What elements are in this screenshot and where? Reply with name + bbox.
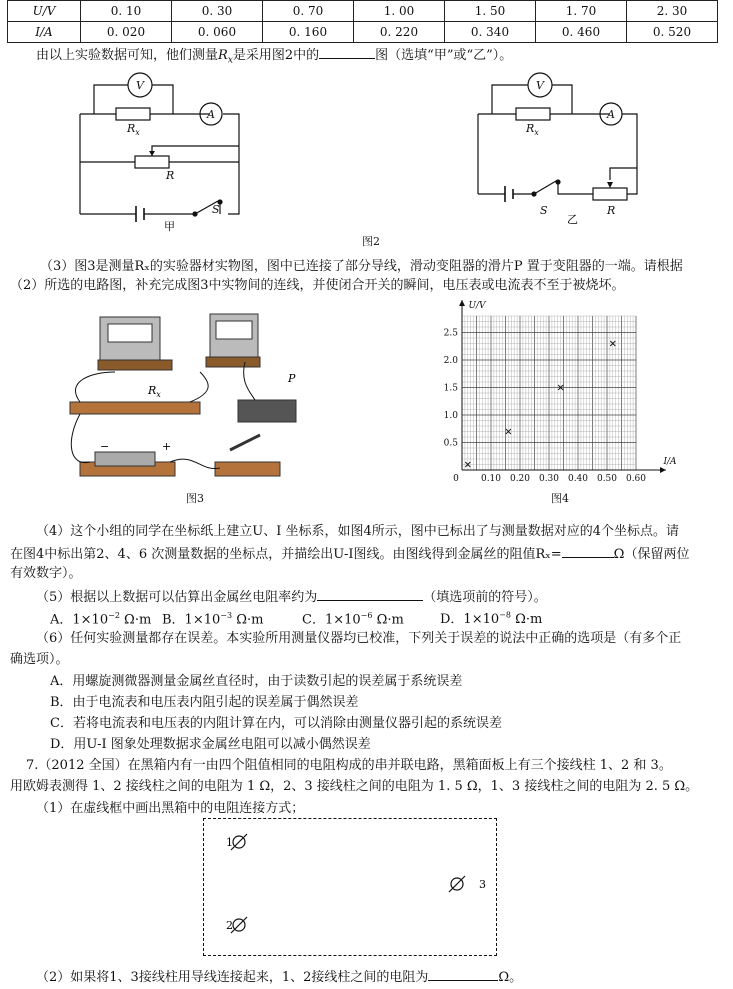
q5-stem: （5）根据以上数据可以估算出金属丝电阻率约为 （填选项前的符号）。	[36, 586, 716, 608]
ammeter-label: A	[607, 108, 615, 121]
wire	[170, 459, 220, 468]
y-tick-label: 1.0	[443, 411, 458, 421]
slider-p-label: P	[288, 372, 296, 385]
slider-wire	[152, 146, 239, 156]
q7-sub2: （2）如果将1、3接线柱用导线连接起来，1、2接线柱之间的电阻为 Ω。	[36, 966, 716, 988]
y-axis-label: U/V	[468, 301, 486, 311]
terminal-1-label: 1	[226, 836, 233, 849]
table-cell: 2. 30	[627, 1, 718, 22]
resistor-rx	[516, 108, 550, 120]
figure-2-circuits	[60, 68, 700, 248]
table-cell: 0. 460	[536, 22, 627, 43]
rx-label: $R_x$	[127, 122, 140, 137]
q5-options	[50, 606, 730, 630]
wire	[71, 414, 90, 463]
terminal-2-label: 2	[226, 919, 233, 932]
table-header-i: I/A	[8, 22, 81, 43]
data-table	[7, 0, 718, 43]
terminal-3-label: 3	[479, 878, 486, 891]
rheostat-icon	[238, 400, 296, 422]
rx-label: $R_x$	[148, 384, 161, 399]
y-tick-label: 1.5	[443, 383, 458, 394]
y-tick-label: 0.5	[443, 438, 458, 449]
q5-option: C．$1\times 10^{-6}$ Ω·m	[302, 611, 404, 628]
fig2-right-label: 乙	[567, 213, 578, 226]
table-cell: 0. 10	[81, 1, 172, 22]
q4-line1: （4）这个小组的同学在坐标纸上建立U、I 坐标系，如图4所示，图中已标出了与测量数据对应的4个坐标点。请	[36, 524, 680, 539]
question-circuit-choice: 由以上实验数据可知，他们测量$R_x$是采用图2中的 图（选填“甲”或“乙”）。	[36, 44, 716, 71]
r-label: R	[607, 204, 616, 217]
table-row-u	[8, 1, 718, 22]
table-cell: 0. 520	[627, 22, 718, 43]
table-header-u: U/V	[8, 1, 81, 22]
table-row-i	[8, 22, 718, 43]
s-label: S	[540, 204, 548, 217]
voltmeter-label: V	[136, 79, 144, 92]
x-tick-label: 0.10	[480, 474, 502, 484]
battery-icon	[136, 206, 144, 222]
q6-option-d: D．用U-I 图象处理数据求金属丝电阻可以减小偶然误差	[50, 737, 371, 752]
ammeter-label: A	[207, 108, 215, 121]
answer-blank[interactable]	[317, 586, 423, 601]
table-cell: 0. 340	[445, 22, 536, 43]
voltmeter-base	[98, 360, 172, 370]
switch-base	[215, 462, 280, 476]
table-cell: 1. 70	[536, 1, 627, 22]
fig4-caption: 图4	[551, 492, 569, 505]
fig2-caption: 图2	[362, 235, 380, 248]
ammeter-dial-icon	[216, 321, 252, 339]
table-cell: 0. 020	[81, 22, 172, 43]
rheostat-r	[135, 156, 169, 168]
q6-line2: 确选项）。	[10, 652, 69, 667]
rx-label: $R_x$	[526, 122, 539, 137]
figure-3-apparatus	[60, 302, 350, 502]
rheostat-r	[593, 188, 627, 200]
fig2-left-label: 甲	[164, 220, 175, 233]
wire	[492, 85, 572, 114]
q3-line2: （2）所选的电路图，补充完成图3中实物间的连线，并使闭合开关的瞬间，电压表或电流表不至于被烧坏。	[10, 278, 625, 293]
slider-wire	[610, 168, 637, 180]
wire	[80, 114, 239, 214]
table-cell: 1. 50	[445, 1, 536, 22]
q7-sub1: （1）在虚线框中画出黑箱中的电阻连接方式；	[36, 801, 305, 816]
s-label: S	[212, 203, 220, 216]
switch-icon	[230, 435, 260, 450]
q6-option-a: A．用螺旋测微器测量金属丝直径时，由于读数引起的误差属于系统误差	[50, 674, 463, 689]
q7-line1: 7.（2012 全国）在黑箱内有一由四个阻值相同的电阻构成的串并联电路，黑箱面板上有三个接线柱 1、2 和 3。	[26, 758, 672, 773]
table-cell: 0. 220	[354, 22, 445, 43]
x-tick-label: 0.60	[625, 474, 647, 484]
wire	[75, 372, 115, 402]
answer-blank[interactable]	[562, 543, 614, 558]
r-label: R	[166, 169, 175, 182]
table-cell: 0. 160	[263, 22, 354, 43]
figure-4-chart	[432, 296, 680, 490]
wire	[94, 85, 173, 114]
battery-icon	[95, 452, 155, 466]
q5-option: A．$1\times 10^{-2}$ Ω·m	[50, 611, 152, 628]
wire	[190, 372, 208, 402]
x-tick-label: 0.30	[538, 474, 560, 484]
x-axis-arrow	[660, 467, 666, 473]
battery-icon	[505, 186, 513, 202]
y-tick-label: 2.5	[443, 328, 458, 339]
x-tick-label: 0.40	[567, 474, 589, 484]
wire	[244, 362, 255, 400]
y-tick-label: 2.0	[443, 356, 458, 366]
q5-option: B．$1\times 10^{-3}$ Ω·m	[162, 611, 264, 628]
rx-board	[70, 402, 200, 414]
table-cell: 0. 70	[263, 1, 354, 22]
minus-label: −	[100, 440, 110, 453]
q3-line1: （3）图3是测量Rₓ的实验器材实物图，图中已连接了部分导线，滑动变阻器的滑片P 置于变阻器的一端。请根据	[40, 259, 683, 274]
q6-option-c: C．若将电流表和电压表的内阻计算在内，可以消除由测量仪器引起的系统误差	[50, 716, 502, 731]
black-box-terminals	[203, 818, 499, 958]
q4-line3: 有效数字）。	[10, 566, 82, 581]
answer-blank[interactable]	[428, 966, 498, 981]
origin-label: 0	[453, 474, 459, 484]
q5-option: D．$1\times 10^{-8}$ Ω·m	[440, 611, 543, 628]
plus-label: +	[162, 440, 172, 453]
ammeter-base	[206, 357, 260, 367]
switch-icon	[534, 181, 556, 194]
y-axis-arrow	[459, 300, 465, 306]
resistor-rx	[116, 108, 150, 120]
table-cell: 0. 060	[172, 22, 263, 43]
answer-blank[interactable]	[319, 44, 375, 59]
fig3-caption: 图3	[186, 492, 204, 505]
x-tick-label: 0.20	[509, 474, 531, 484]
table-cell: 0. 30	[172, 1, 263, 22]
table-cell: 1. 00	[354, 1, 445, 22]
x-axis-label: I/A	[663, 457, 677, 467]
voltmeter-label: V	[536, 79, 544, 92]
q6-option-b: B．由于电流表和电压表内阻引起的误差属于偶然误差	[50, 695, 359, 710]
q6-line1: （6）任何实验测量都存在误差。本实验所用测量仪器均已校准，下列关于误差的说法中正确的选项是（有多个正	[36, 631, 682, 646]
x-tick-label: 0.50	[596, 474, 618, 484]
voltmeter-dial-icon	[108, 324, 152, 342]
q4-line2: 在图4中标出第2、4、6 次测量数据的坐标点，并描绘出U-I图线。由图线得到金属丝的阻值Rₓ= Ω（保留两位	[10, 543, 690, 565]
q7-line2: 用欧姆表测得 1、2 接线柱之间的电阻为 1 Ω，2、3 接线柱之间的电阻为 1. 5 Ω，1、3 接线柱之间的电阻为 2. 5 Ω。	[10, 779, 699, 794]
